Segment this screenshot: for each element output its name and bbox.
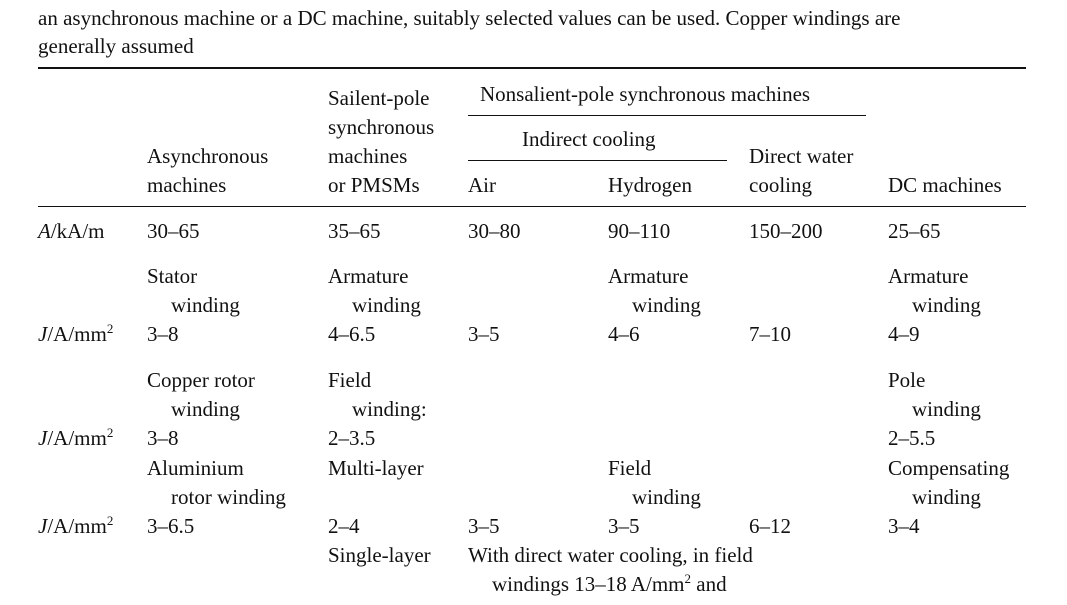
header-nonsalient: Nonsalient-pole synchronous machines	[480, 82, 811, 106]
cell-a-direct: 150–200	[749, 219, 823, 243]
header-async-line2: machines	[147, 173, 227, 197]
row-label-j1: $J/A/mm^2$	[38, 321, 114, 346]
caption-line-2: generally assumed	[38, 34, 194, 58]
row-label-a: A/kA/m	[38, 219, 105, 243]
cell-j1-direct: 7–10	[749, 322, 791, 346]
sub1-hydrogen-line2: winding	[632, 293, 701, 317]
sub3-salient: Multi-layer	[328, 456, 424, 480]
cell-j3-async: 3–6.5	[147, 514, 195, 538]
sub1-async-line1: Stator	[147, 264, 198, 288]
sub2-dc-line1: Pole	[888, 368, 926, 392]
cell-j1-async: 3–8	[147, 322, 179, 346]
note-line2: windings 13–18 $A/mm^2$ and	[492, 571, 727, 596]
row-label-j3: $J/A/mm^2$	[38, 513, 114, 538]
cell-j1-salient: 4–6.5	[328, 322, 376, 346]
sub3-async-line2: rotor winding	[171, 485, 286, 509]
header-direct-line1: Direct water	[749, 144, 854, 168]
sub1-hydrogen-line1: Armature	[608, 264, 689, 288]
cell-j3-air: 3–5	[468, 514, 500, 538]
sub3-dc-line2: winding	[912, 485, 981, 509]
cell-a-dc: 25–65	[888, 219, 941, 243]
cell-j3-hydrogen: 3–5	[608, 514, 640, 538]
cell-a-air: 30–80	[468, 219, 521, 243]
sub2-salient-line2: winding:	[352, 397, 427, 421]
header-salient-line1: Sailent-pole	[328, 86, 430, 110]
sub2-salient-line1: Field	[328, 368, 372, 392]
cell-j2-async: 3–8	[147, 426, 179, 450]
sub1-async-line2: winding	[171, 293, 240, 317]
header-indirect-cooling: Indirect cooling	[522, 127, 656, 151]
sub3-hydrogen-line2: winding	[632, 485, 701, 509]
indirect-rule	[468, 160, 727, 161]
sub1-salient-line1: Armature	[328, 264, 409, 288]
cell-j3-dc: 3–4	[888, 514, 920, 538]
header-bottom-rule	[38, 206, 1026, 207]
header-direct-line2: cooling	[749, 173, 812, 197]
cell-a-salient: 35–65	[328, 219, 381, 243]
sub1-salient-line2: winding	[352, 293, 421, 317]
sub3-async-line1: Aluminium	[147, 456, 244, 480]
caption-line-1: an asynchronous machine or a DC machine, suitably selected values can be used. Copper windings are	[38, 6, 901, 30]
sub3-hydrogen-line1: Field	[608, 456, 652, 480]
header-async-line1: Asynchronous	[147, 144, 269, 168]
nonsalient-rule	[468, 115, 866, 116]
header-air: Air	[468, 173, 496, 197]
sub2-async-line1: Copper rotor	[147, 368, 255, 392]
cell-j1-dc: 4–9	[888, 322, 920, 346]
cell-a-hydrogen: 90–110	[608, 219, 671, 243]
cell-j2-dc: 2–5.5	[888, 426, 936, 450]
cell-a-async: 30–65	[147, 219, 200, 243]
sub4-salient: Single-layer	[328, 543, 431, 567]
sub3-dc-line1: Compensating	[888, 456, 1010, 480]
header-salient-line4: or PMSMs	[328, 173, 420, 197]
header-salient-line2: synchronous	[328, 115, 435, 139]
table-top-rule	[38, 67, 1026, 69]
row-label-j2: $J/A/mm^2$	[38, 425, 114, 450]
sub1-dc-line1: Armature	[888, 264, 969, 288]
cell-j3-direct: 6–12	[749, 514, 791, 538]
sub1-dc-line2: winding	[912, 293, 981, 317]
note-line1: With direct water cooling, in field	[468, 543, 753, 567]
cell-j3-salient: 2–4	[328, 514, 360, 538]
sub2-async-line2: winding	[171, 397, 240, 421]
header-salient-line3: machines	[328, 144, 408, 168]
sub2-dc-line2: winding	[912, 397, 981, 421]
header-dc: DC machines	[888, 173, 1002, 197]
cell-j1-hydrogen: 4–6	[608, 322, 640, 346]
cell-j1-air: 3–5	[468, 322, 500, 346]
header-hydrogen: Hydrogen	[608, 173, 692, 197]
cell-j2-salient: 2–3.5	[328, 426, 376, 450]
